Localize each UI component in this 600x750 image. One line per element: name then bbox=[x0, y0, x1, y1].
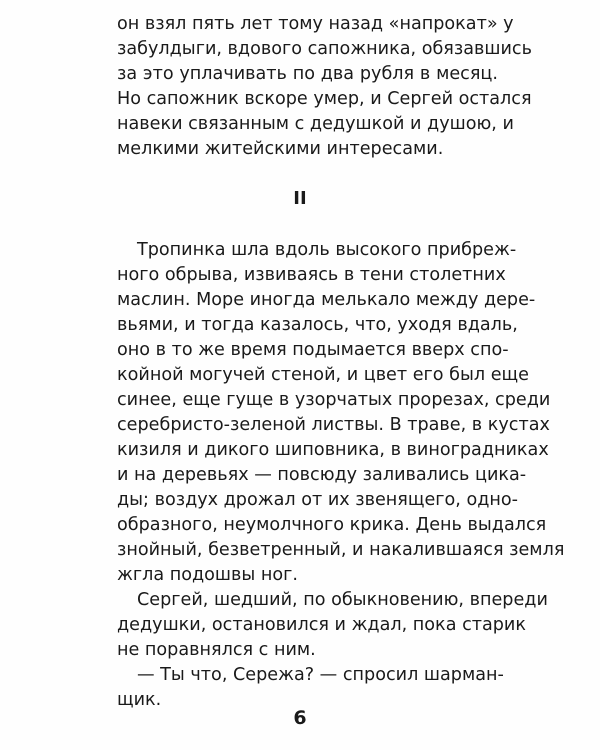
text-line: щик. bbox=[117, 690, 162, 710]
chapter-heading: II bbox=[293, 188, 307, 209]
text-line: жгла подошвы ног. bbox=[117, 565, 298, 585]
text-line: дедушки, остановился и ждал, пока старик bbox=[117, 615, 526, 635]
text-line: серебристо-зеленой листвы. В траве, в кустах bbox=[117, 415, 550, 435]
text-line: койной могучей стеной, и цвет его был еще bbox=[117, 365, 529, 385]
text-line: ного обрыва, извиваясь в тени столетних bbox=[117, 265, 506, 285]
text-line: Но сапожник вскоре умер, и Сергей остался bbox=[117, 89, 532, 109]
text-line: за это уплачивать по два рубля в месяц. bbox=[117, 64, 498, 84]
text-line: Тропинка шла вдоль высокого прибреж- bbox=[137, 240, 517, 260]
text-line: вьями, и тогда казалось, что, уходя вдаль, bbox=[117, 315, 518, 335]
text-line: не поравнялся с ним. bbox=[117, 640, 316, 660]
text-line: навеки связанным с дедушкой и душою, и bbox=[117, 114, 514, 134]
text-line: мелкими житейскими интересами. bbox=[117, 139, 444, 159]
text-line: Сергей, шедший, по обыкновению, впереди bbox=[137, 590, 548, 610]
page-number: 6 bbox=[293, 707, 307, 729]
text-line: и на деревьях — повсюду заливались цика- bbox=[117, 465, 527, 485]
text-line: оно в то же время подымается вверх спо- bbox=[117, 340, 509, 360]
text-line: образного, неумолчного крика. День выдался bbox=[117, 515, 547, 535]
text-line: забулдыги, вдового сапожника, обязавшись bbox=[117, 39, 532, 59]
text-line: ды; воздух дрожал от их звенящего, одно- bbox=[117, 490, 519, 510]
text-line: знойный, безветренный, и накалившаяся земля bbox=[117, 540, 565, 560]
text-line: — Ты что, Сережа? — спросил шарман- bbox=[137, 665, 504, 685]
text-line: синее, еще гуще в узорчатых прорезах, среди bbox=[117, 390, 551, 410]
text-line: маслин. Море иногда мелькало между дере- bbox=[117, 290, 536, 310]
text-line: он взял пять лет тому назад «напрокат» у bbox=[117, 14, 514, 34]
text-line: кизиля и дикого шиповника, в виноградниках bbox=[117, 440, 549, 460]
